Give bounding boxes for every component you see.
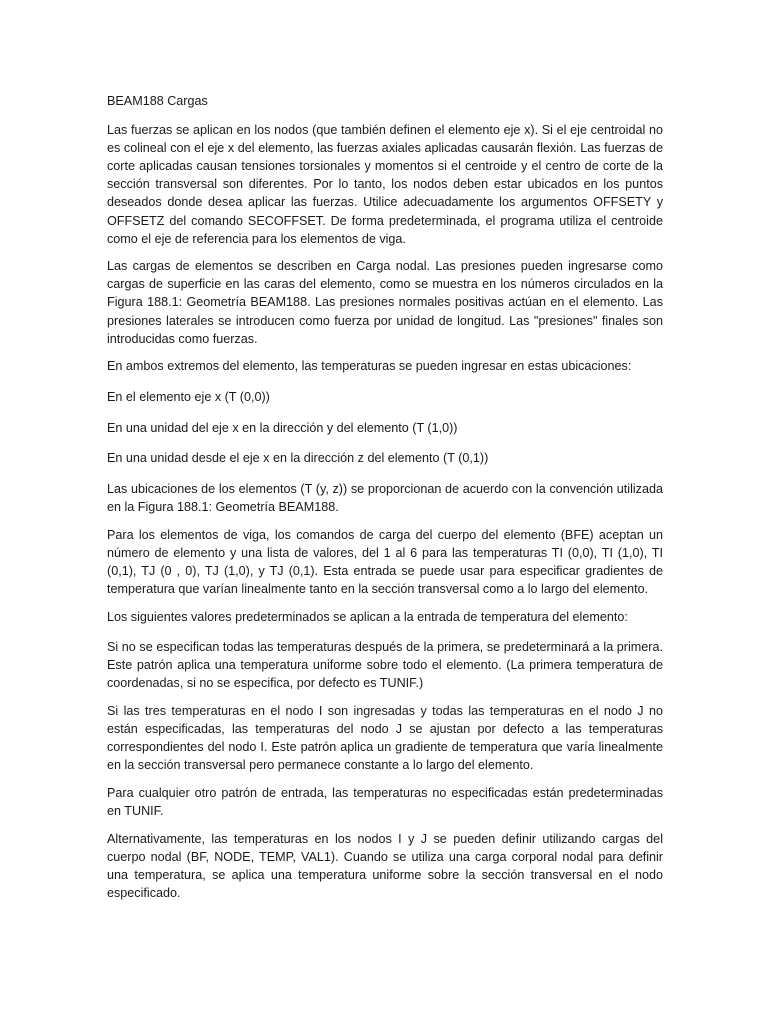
paragraph-location-y-direction: En una unidad del eje x en la dirección y del elemento (T (1,0)) <box>107 420 458 435</box>
paragraph-forces: Las fuerzas se aplican en los nodos (que también definen el elemento eje x). Si el eje centroidal no es colineal con el eje x del elemento, las fuerzas axiales aplicadas causarán flexión. Las fuerzas de corte aplicadas causan tensiones torsionales y momentos si el centroide y el centro de corte de la sección transversal son diferentes. Por lo tanto, los nodos deben estar ubicados en los puntos deseados donde desea aplicar las fuerzas. Utilice adecuadamente los argumentos OFFSETY y OFFSETZ del comando SECOFFSET. De forma predeterminada, el programa utiliza el centroide como el eje de referencia para los elementos de viga. <box>107 123 663 246</box>
paragraph-defaults-intro: Los siguientes valores predeterminados se aplican a la entrada de temperatura del elemento: <box>107 609 628 624</box>
document-title: BEAM188 Cargas <box>107 94 208 108</box>
paragraph-location-z-direction: En una unidad desde el eje x en la dirección z del elemento (T (0,1)) <box>107 451 489 466</box>
paragraph-default-node-j: Si las tres temperaturas en el nodo I son ingresadas y todas las temperaturas en el nodo J no están especificadas, las temperaturas del nodo J se ajustan por defecto a las temperaturas correspondientes del nodo I. Este patrón aplica un gradiente de temperatura que varía linealmente en la sección transversal pero permanece constante a lo largo del elemento. <box>107 704 663 773</box>
paragraph-nodal-body-loads: Alternativamente, las temperaturas en los nodos I y J se pueden definir utilizando cargas del cuerpo nodal (BF, NODE, TEMP, VAL1). Cuando se utiliza una carga corporal nodal para definir una temperatura, se aplica una temperatura uniforme sobre la sección transversal en el nodo especificado. <box>107 831 663 900</box>
paragraph-default-tunif: Para cualquier otro patrón de entrada, las temperaturas no especificadas están predeterminadas en TUNIF. <box>107 785 663 818</box>
document-page <box>107 92 663 911</box>
paragraph-location-x-axis: En el elemento eje x (T (0,0)) <box>107 389 270 404</box>
paragraph-default-uniform: Si no se especifican todas las temperaturas después de la primera, se predeterminará a la primera. Este patrón aplica una temperatura uniforme sobre todo el elemento. (La primera temperatura de coordenadas, si no se especifica, por defecto es TUNIF.) <box>107 640 663 691</box>
paragraph-element-loads: Las cargas de elementos se describen en Carga nodal. Las presiones pueden ingresarse como cargas de superficie en las caras del elemento, como se muestra en los números circulados en la Figura 188.1: Geometría BEAM188. Las presiones normales positivas actúan en el elemento. Las presiones laterales se introducen como fuerza por unidad de longitud. Las "presiones" finales son introducidas como fuerzas. <box>107 259 663 346</box>
paragraph-element-locations: Las ubicaciones de los elementos (T (y, z)) se proporcionan de acuerdo con la convención utilizada en la Figura 188.1: Geometría BEAM188. <box>107 481 663 515</box>
paragraph-temperature-intro: En ambos extremos del elemento, las temperaturas se pueden ingresar en estas ubicaciones: <box>107 359 632 374</box>
paragraph-bfe-commands: Para los elementos de viga, los comandos de carga del cuerpo del elemento (BFE) aceptan un número de elemento y una lista de valores, del 1 al 6 para las temperaturas TI (0,0), TI (1,0), TI (0,1), TJ (0 , 0), TJ (1,0), y TJ (0,1). Esta entrada se puede usar para especificar gradientes de temperatura que varían linealmente tanto en la sección transversal como a lo largo del elemento. <box>107 527 663 596</box>
